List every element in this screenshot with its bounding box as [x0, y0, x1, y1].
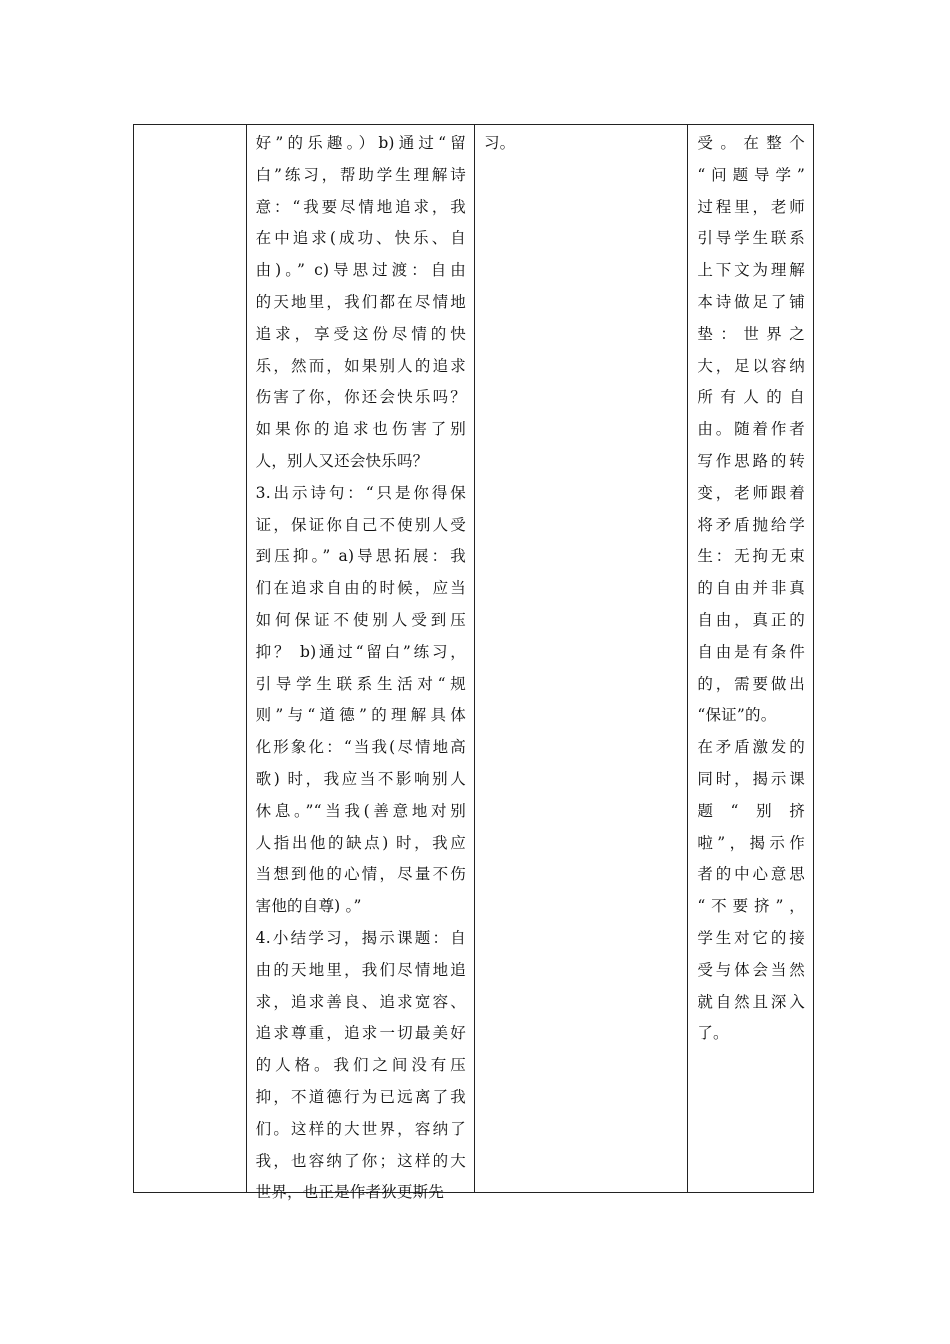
text-line: 我，也容纳了你；这样的大 — [255, 1151, 466, 1170]
text-line: 引导学生联系 — [697, 229, 805, 248]
table-column-stage — [134, 125, 246, 1192]
text-line: 好”的乐趣。）b)通过“留 — [255, 134, 466, 152]
text-line: 学生对它的接 — [697, 928, 805, 947]
text-line: 者的中心意思 — [697, 865, 805, 884]
text-line: 自由，真正的 — [697, 610, 805, 629]
text-line: 了。 — [697, 1024, 729, 1043]
text-line: 到压抑。” a)导思拓展：我 — [255, 547, 466, 566]
lesson-plan-table — [133, 124, 814, 1202]
text-line: “问题导学” — [697, 165, 805, 184]
text-line: 同时，揭示课 — [697, 769, 805, 788]
text-line: 生：无拘无束 — [697, 547, 805, 566]
text-line: 垫：世界之 — [697, 324, 805, 343]
text-line: 所有人的自 — [697, 388, 805, 407]
text-line: 伤害了你，你还会快乐吗？ — [255, 388, 466, 407]
text-line: 在中追求(成功、快乐、自 — [255, 229, 466, 248]
text-line: 就自然且深入 — [697, 992, 805, 1011]
text-line: 写作思路的转 — [697, 451, 805, 470]
text-line: 化形象化：“当我(尽情地高 — [255, 738, 466, 757]
text-line: 由)。” c)导思过渡：自由 — [255, 261, 466, 280]
text-line: 则”与“道德”的理解具体 — [255, 706, 466, 725]
text-line: 自由是有条件 — [697, 642, 805, 661]
text-line: 的人格。我们之间没有压 — [255, 1056, 466, 1075]
text-line: 由。随着作者 — [697, 420, 805, 439]
text-line: 们在追求自由的时候，应当 — [255, 579, 466, 598]
text-line: 抑，不道德行为已远离了我 — [255, 1087, 466, 1106]
text-line: 的自由并非真 — [697, 579, 805, 598]
text-line: 在矛盾激发的 — [697, 738, 805, 757]
text-line: 本诗做足了铺 — [697, 292, 805, 311]
text-line: 意：“我要尽情地追求，我 — [255, 197, 466, 216]
text-line: 变，老师跟着 — [697, 483, 805, 502]
text-line: 世界，也正是作者狄更斯先 — [255, 1183, 445, 1202]
text-line: 们。这样的大世界，容纳了 — [255, 1119, 466, 1138]
text-line: 如何保证不使别人受到压 — [255, 610, 466, 629]
text-line: 追求，享受这份尽情的快 — [255, 324, 466, 343]
text-line: 上下文为理解 — [697, 261, 805, 280]
text-line: “不要挤”， — [697, 897, 805, 916]
text-line: 乐，然而，如果别人的追求 — [255, 356, 466, 375]
text-line: 由的天地里，我们尽情地追 — [255, 960, 466, 979]
text-line: 将矛盾抛给学 — [697, 515, 805, 534]
text-line: “保证”的。 — [697, 706, 777, 725]
table-column-student — [474, 125, 687, 1192]
text-line: 如果你的追求也伤害了别 — [255, 420, 466, 439]
text-line: 当想到他的心情，尽量不伤 — [255, 865, 466, 884]
text-line: 大，足以容纳 — [697, 356, 805, 375]
text-line: 证，保证你自己不使别人受 — [255, 515, 466, 534]
text-line: 题“别挤 — [697, 801, 805, 820]
text-line: 害他的自尊) 。” — [255, 897, 362, 916]
table-column-activities — [246, 125, 474, 1202]
text-line: 求，追求善良、追求宽容、 — [255, 992, 466, 1011]
text-line: 人，别人又还会快乐吗？ — [255, 451, 429, 470]
text-line: 过程里，老师 — [697, 197, 805, 216]
text-line: 的，需要做出 — [697, 674, 805, 693]
table-column-intent — [687, 125, 813, 1192]
text-line: 追求尊重，追求一切最美好 — [255, 1024, 466, 1043]
text-line: 引导学生联系生活对“规 — [255, 674, 466, 693]
text-line: 歌) 时，我应当不影响别人 — [255, 769, 466, 788]
text-line: 3.出示诗句：“只是你得保 — [255, 483, 466, 502]
text-line: 抑？ b)通过“留白”练习， — [255, 642, 466, 661]
text-line: 啦”，揭示作 — [697, 833, 805, 852]
text-line: 4.小结学习，揭示课题：自 — [255, 928, 466, 947]
text-line: 受与体会当然 — [697, 960, 805, 979]
text-line: 白”练习，帮助学生理解诗 — [255, 165, 466, 184]
text-line: 习。 — [483, 134, 516, 152]
text-line: 受。在整个 — [697, 134, 805, 152]
text-line: 的天地里，我们都在尽情地 — [255, 292, 466, 311]
text-line: 休息。”“当我(善意地对别 — [255, 801, 466, 820]
text-line: 人指出他的缺点) 时，我应 — [255, 833, 466, 852]
